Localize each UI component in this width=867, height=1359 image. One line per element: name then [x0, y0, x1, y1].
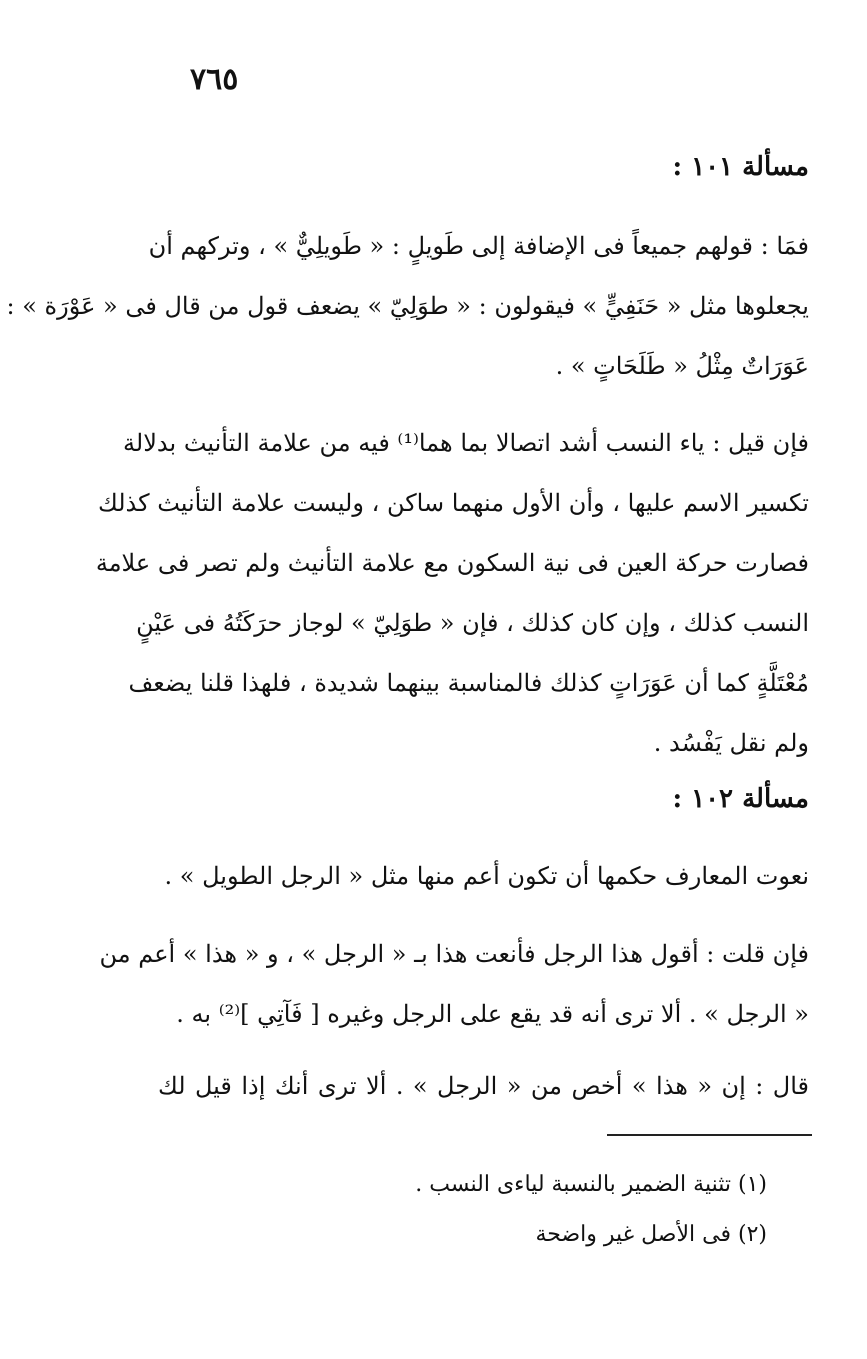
text-line: فصارت حركة العين فى نية السكون مع علامة التأنيث ولم تصر فى علامة [95, 549, 809, 577]
issue-101-paragraph-1 [6, 216, 809, 396]
footnote-2: (٢) فى الأصل غير واضحة [535, 1222, 767, 1247]
text-line: تكسير الاسم عليها ، وأن الأول منهما ساكن ، وليست علامة التأنيث كذلك [98, 489, 809, 517]
issue-101-heading: مسألة ١٠١ : [672, 152, 809, 182]
footnote-divider [607, 1134, 812, 1136]
text-line: النسب كذلك ، وإن كان كذلك ، فإن « طوَلِيّ » لوجاز حرَكَتُهُ فى عَيْنٍ [136, 609, 809, 637]
text-line: نعوت المعارف حكمها أن تكون أعم منها مثل « الرجل الطويل » . [164, 862, 809, 890]
text-line: مُعْتَلَّةٍ كما أن عَوَرَاتٍ كذلك فالمناسبة بينهما شديدة ، فلهذا قلنا يضعف [128, 669, 809, 697]
text-line: « الرجل » . ألا ترى أنه قد يقع على الرجل وغيره [ فَآتِي ]⁽²⁾ به . [176, 1000, 809, 1028]
page-number: ٧٦٥ [190, 62, 239, 97]
footnote-1: (١) تثنية الضمير بالنسبة لياءى النسب . [415, 1172, 767, 1197]
text-line: ولم نقل يَفْسُد . [653, 729, 809, 757]
text-line: فمَا : قولهم جميعاً فى الإضافة إلى طَويلٍ : « طَويلِيٌّ » ، وتركهم أن [148, 232, 809, 260]
text-line: يجعلوها مثل « حَنَفِيٍّ » فيقولون : « طوَلِيّ » يضعف قول من قال فى « عَوْرَة » : [6, 292, 809, 320]
issue-102-paragraph-1 [158, 846, 809, 906]
issue-102-paragraph-2 [99, 924, 809, 1044]
text-line: فإن قلت : أقول هذا الرجل فأنعت هذا بـ « الرجل » ، و « هذا » أعم من [99, 940, 809, 968]
issue-102-heading: مسألة ١٠٢ : [672, 784, 809, 814]
issue-101-paragraph-2 [95, 413, 809, 773]
text-line: عَوَرَاتٌ مِثْلُ « طَلَحَاتٍ » . [555, 352, 809, 380]
issue-102-paragraph-3 [158, 1056, 809, 1116]
text-line: قال : إن « هذا » أخص من « الرجل » . ألا ترى أنك إذا قيل لك [158, 1072, 809, 1100]
text-line: فإن قيل : ياء النسب أشد اتصالا بما هما⁽¹⁾ فيه من علامة التأنيث بدلالة [123, 429, 809, 457]
